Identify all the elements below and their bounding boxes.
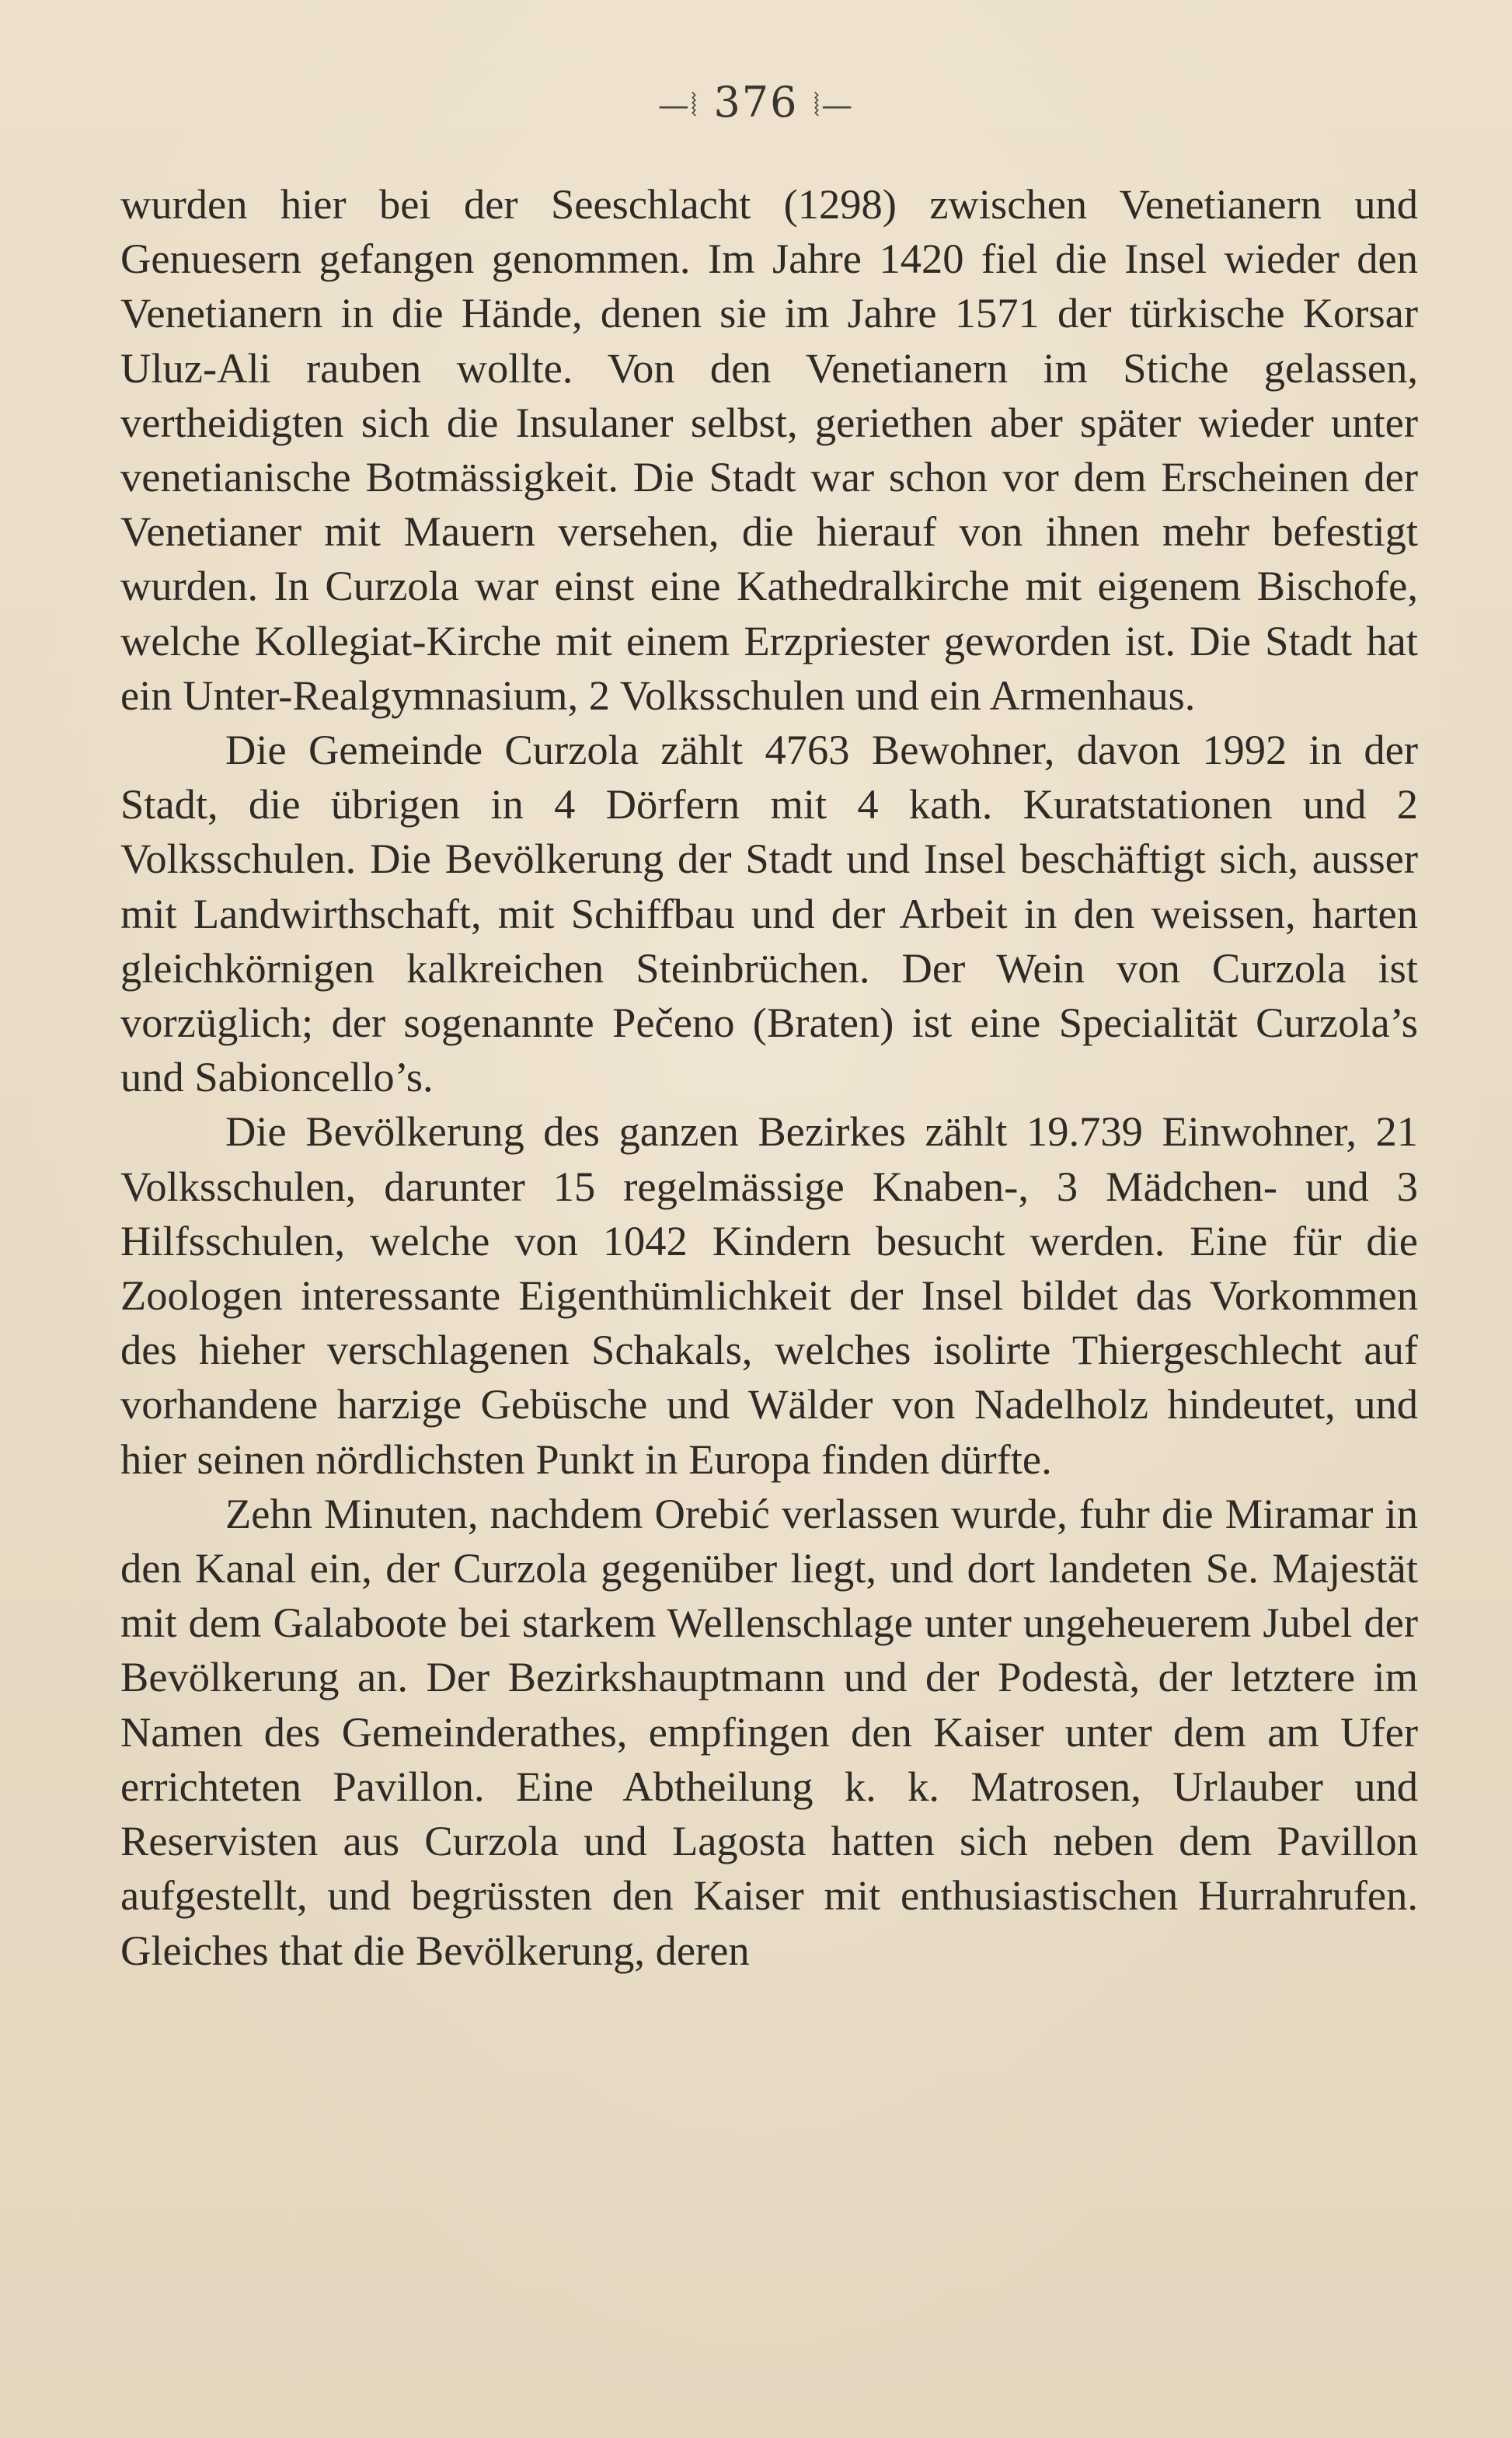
paragraph-2: Die Gemeinde Curzola zählt 4763 Bewohner, davon 1992 in der Stadt, die übrigen in 4 Dörfern mit 4 kath. Kuratstationen und 2 Volksschulen. Die Bevölkerung der Stadt und Insel beschäftigt sich, ausser mit Landwirthschaft, mit Schiffbau und der Arbeit in den weissen, harten gleichkörnigen kalkreichen Steinbrüchen. Der Wein von Curzola ist vorzüglich; der sogenannte Pečeno (Braten) ist eine Specialität Curzola’s und Sabioncello’s. — [120, 726, 1418, 1101]
ornament-right-icon: ⦚— — [813, 88, 855, 124]
body-text — [120, 177, 1418, 1978]
paragraph-3: Die Bevölkerung des ganzen Bezirkes zählt 19.739 Einwohner, 21 Volksschulen, darunter 15 regelmässige Knaben-, 3 Mädchen- und 3 Hilfsschulen, welche von 1042 Kindern besucht werden. Eine für die Zoologen interessante Eigenthümlichkeit der Insel bildet das Vorkommen des hieher verschlagenen Schakals, welches isolirte Thiergeschlecht auf vorhandene harzige Gebüsche und Wälder von Nadelholz hindeutet, und hier seinen nördlichsten Punkt in Europa finden dürfte. — [120, 1107, 1418, 1483]
paragraph-1: wurden hier bei der Seeschlacht (1298) zwischen Venetianern und Genuesern gefangen genommen. Im Jahre 1420 fiel die Insel wieder den Venetianern in die Hände, denen sie im Jahre 1571 der türkische Korsar Uluz-Ali rauben wollte. Von den Venetianern im Stiche gelassen, vertheidigten sich die Insulaner selbst, geriethen aber später wieder unter venetianische Botmässigkeit. Die Stadt war schon vor dem Erscheinen der Venetianer mit Mauern versehen, die hierauf von ihnen mehr befestigt wurden. In Curzola war einst eine Kathedralkirche mit eigenem Bischofe, welche Kollegiat-Kirche mit einem Erzpriester geworden ist. Die Stadt hat ein Unter-Realgymnasium, 2 Volksschulen und ein Armenhaus. — [120, 180, 1418, 719]
page-header — [0, 78, 1512, 127]
paragraph-4: Zehn Minuten, nachdem Orebić verlassen wurde, fuhr die Miramar in den Kanal ein, der Curzola gegenüber liegt, und dort landeten Se. Majestät mit dem Galaboote bei starkem Wellenschlage unter ungeheuerem Jubel der Bevölkerung an. Der Bezirkshauptmann und der Podestà, der letztere im Namen des Gemeinderathes, empfingen den Kaiser unter dem am Ufer errichteten Pavillon. Eine Abtheilung k. k. Matrosen, Urlauber und Reservisten aus Curzola und Lagosta hatten sich neben dem Pavillon aufgestellt, und begrüssten den Kaiser mit enthusiastischen Hurrahrufen. Gleiches that die Bevölkerung, deren — [120, 1489, 1418, 1974]
page-number: 376 — [713, 78, 799, 127]
ornament-left-icon: —⦚ — [657, 88, 699, 124]
